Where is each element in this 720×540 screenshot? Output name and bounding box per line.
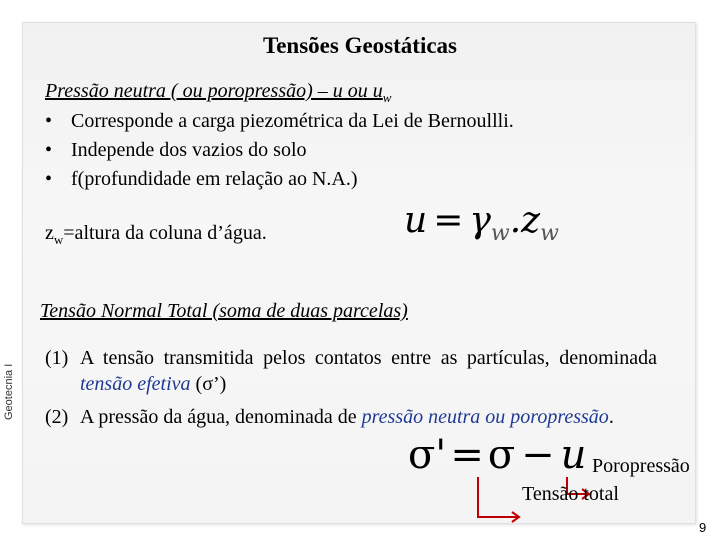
bullet-text: Corresponde a carga piezométrica da Lei de Bernoullli.	[71, 110, 514, 132]
slide-title: Tensões Geostáticas	[262, 33, 457, 58]
formula-gamma: γ	[469, 200, 491, 241]
section2-heading: Tensão Normal Total (soma de duas parcelas)	[40, 300, 408, 322]
bullet-dot-icon: •	[45, 110, 53, 132]
zw-desc: =altura da coluna d’água.	[63, 222, 267, 244]
item-tail: (σ’)	[190, 373, 227, 395]
label-poropressao: Poropressão	[592, 455, 690, 477]
bullet-dot-icon: •	[45, 168, 53, 190]
formula-equals: =	[450, 432, 484, 478]
item-text: A pressão da água, denominada de	[80, 406, 362, 428]
zw-sub: w	[53, 232, 64, 247]
bullet-text: f(profundidade em relação ao N.A.)	[71, 168, 358, 190]
formula-minus: −	[521, 432, 555, 478]
item-number: (2)	[45, 406, 69, 428]
section1-heading-text: Pressão neutra ( ou poropressão) – u ou u	[45, 80, 383, 102]
formula-u: u	[560, 432, 587, 478]
formula-sigma-eff: σ'	[408, 432, 447, 478]
formula-dot: .	[509, 200, 522, 241]
bullet-text: Independe dos vazios do solo	[71, 139, 307, 161]
zw-symbol: z	[45, 222, 54, 244]
formula-gamma-sub: w	[490, 221, 510, 247]
item-highlight: pressão neutra ou poropressão	[361, 406, 609, 428]
item-text: A tensão transmitida pelos contatos entre as partículas, denominada	[80, 347, 657, 369]
bullet-dot-icon: •	[45, 139, 53, 161]
arrow-to-tensao-total	[478, 477, 518, 517]
formula-z-sub: w	[540, 221, 559, 247]
formula-z: z	[521, 200, 541, 241]
formula-sigma: σ	[487, 432, 516, 478]
formula-equals: =	[433, 200, 464, 241]
item-number: (1)	[45, 347, 69, 369]
label-tensao-total: Tensão total	[522, 483, 619, 505]
page-number: 9	[699, 520, 707, 535]
item-tail: .	[608, 406, 614, 428]
formula-u: u	[404, 200, 428, 241]
section1-heading-sub: w	[382, 90, 392, 105]
item-highlight: tensão efetiva	[80, 373, 191, 395]
side-label: Geotecnia I	[3, 363, 15, 420]
